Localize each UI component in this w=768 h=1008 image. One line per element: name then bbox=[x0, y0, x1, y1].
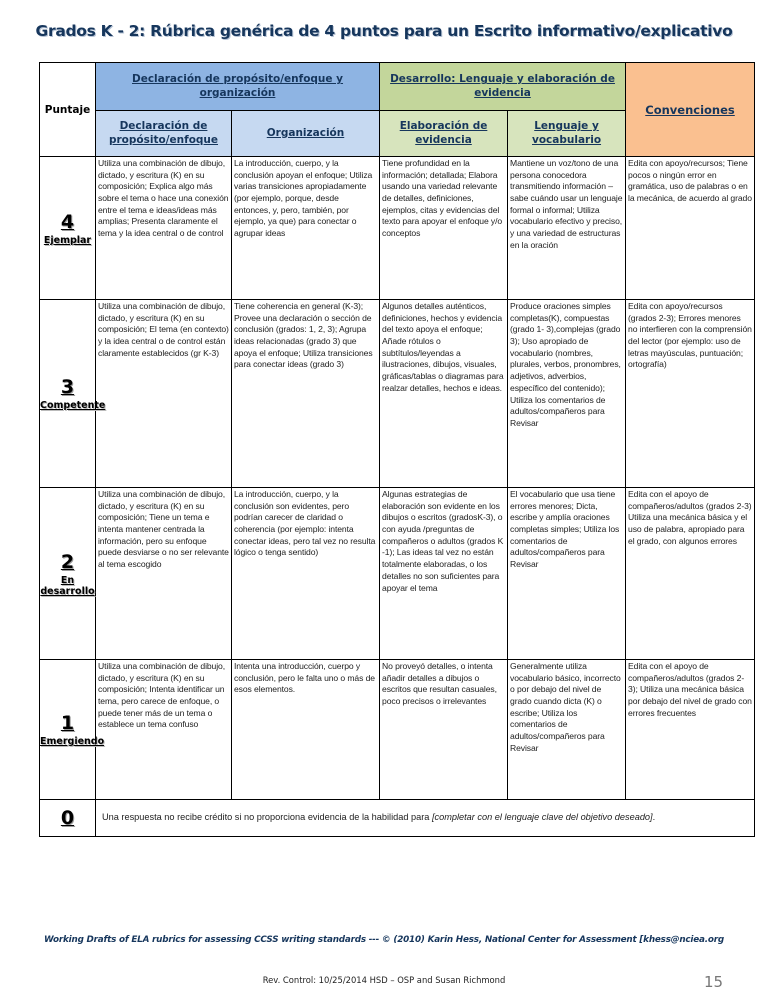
criteria-cell: No proveyó detalles, o intenta añadir detalles a dibujos o escritos que resultan casuales, poco precisos o irrelevantes bbox=[380, 660, 508, 800]
header-lenguaje: Lenguaje y vocabulario bbox=[508, 111, 626, 157]
criteria-cell: Produce oraciones simples completas(K), compuestas (grado 1- 3),complejas (grado 3); Uso apropiado de vocabulario (nombres, plurales, verbos, pronombres, adjetivos, adverbios, específico del contenido); Utiliza los comentarios de adultos/compañeros para Revisar bbox=[508, 300, 626, 488]
criteria-cell: Intenta una introducción, cuerpo y conclusión, pero le falta uno o más de esos elementos. bbox=[232, 660, 380, 800]
table-row bbox=[40, 488, 755, 660]
score-number: 2 bbox=[60, 550, 75, 573]
table-row bbox=[40, 800, 755, 837]
zero-end: . bbox=[652, 812, 656, 823]
page-number: 15 bbox=[704, 973, 724, 991]
score-label: Competente bbox=[40, 400, 106, 411]
score-cell bbox=[40, 488, 96, 660]
score-number: 1 bbox=[60, 712, 75, 734]
score-number: 4 bbox=[60, 210, 75, 233]
score-number: 0 bbox=[60, 807, 75, 829]
criteria-cell: La introducción, cuerpo, y la conclusión apoyan el enfoque; Utiliza varias transiciones apropiadamente (por ejemplo, porque, desde entonces, y, pero, también, por ejemplo, ya que) para conectar o agrupar ideas bbox=[232, 157, 380, 300]
header-group-desarrollo: Desarrollo: Lenguaje y elaboración de evidencia bbox=[380, 63, 626, 111]
score-number: 3 bbox=[60, 376, 75, 398]
footer-revision: Rev. Control: 10/25/2014 HSD – OSP and Susan Richmond bbox=[262, 975, 506, 985]
criteria-cell: La introducción, cuerpo, y la conclusión son evidentes, pero podrían carecer de claridad o coherencia (por ejemplo: intenta conectar ideas, pero tal vez no resulta lógico o tenga sentido) bbox=[232, 488, 380, 660]
score-label: Emergiendo bbox=[40, 736, 105, 747]
table-row bbox=[40, 300, 755, 488]
criteria-cell: Algunas estrategias de elaboración son evidente en los dibujos o escritos (gradosK-3), o con ayuda /preguntas de compañeros o adultos (grados K -1); Las ideas tal vez no están totalmente elaboradas, o los detalles no son suficientes para apoyar el tema bbox=[380, 488, 508, 660]
criteria-cell: Tiene coherencia en general (K-3); Provee una declaración o sección de conclusión (grados: 1, 2, 3); Agrupa ideas relacionadas (grado 3) que apoya el enfoque; Utiliza transiciones para conectar ideas (grado 3) bbox=[232, 300, 380, 488]
zero-text: Una respuesta no recibe crédito si no proporciona evidencia de la habilidad para bbox=[102, 812, 430, 823]
header-organizacion: Organización bbox=[232, 111, 380, 157]
score-cell bbox=[40, 300, 106, 488]
criteria-cell: Edita con apoyo/recursos; Tiene pocos o ningún error en gramática, uso de palabras o en la mecánica, de acuerdo al grado bbox=[626, 157, 755, 300]
header-puntaje: Puntaje bbox=[40, 63, 96, 157]
table-row bbox=[40, 157, 755, 300]
header-declaracion: Declaración de propósito/enfoque bbox=[96, 111, 232, 157]
criteria-cell: Utiliza una combinación de dibujo, dictado, y escritura (K) en su composición; El tema (en contexto) y la idea central o de control están claramente establecidos (gr K-3) bbox=[96, 300, 232, 488]
footer-credit: Working Drafts of ELA rubrics for assessing CCSS writing standards --- © (2010) Karin Hess, National Center for Assessment [khess@nciea.org bbox=[44, 935, 724, 945]
criteria-cell: Edita con el apoyo de compañeros/adultos (grados 2-3); Utiliza una mecánica básica por debajo del nivel de grado con errores frecuentes bbox=[626, 660, 755, 800]
score-label: En desarrollo bbox=[40, 574, 95, 597]
score-cell bbox=[40, 800, 96, 837]
criteria-cell: Algunos detalles auténticos, definiciones, hechos y evidencia del texto apoya el enfoque; Añade rótulos o subtítulos/leyendas a ilustraciones, dibujos, visuales, gráficas/tablas o diagramas para realzar detalles, hechos e ideas. bbox=[380, 300, 508, 488]
rubric-table bbox=[39, 62, 755, 837]
header-convenciones: Convenciones bbox=[626, 63, 755, 157]
page-title: Grados K - 2: Rúbrica genérica de 4 puntos para un Escrito informativo/explicativo bbox=[35, 22, 733, 40]
score-cell bbox=[40, 157, 96, 300]
criteria-cell: El vocabulario que usa tiene errores menores; Dicta, escribe y amplía oraciones completas simples; Utiliza los comentarios de adultos/compañeros para Revisar bbox=[508, 488, 626, 660]
criteria-cell: Utiliza una combinación de dibujo, dictado, y escritura (K) en su composición; Intenta identificar un tema, pero carece de enfoque, o puede tener más de un tema o establece un tema confuso bbox=[96, 660, 232, 800]
criteria-cell: Edita con apoyo/recursos (grados 2-3); Errores menores no interfieren con la comprensión del lector (por ejemplo: uso de letras mayúsculas, puntuación; ortografía) bbox=[626, 300, 755, 488]
criteria-cell: Tiene profundidad en la información; detallada; Elabora usando una variedad relevante de detalles, definiciones, ejemplos, citas y evidencias del texto para apoyar el enfoque y/o conceptos bbox=[380, 157, 508, 300]
criteria-cell: Utiliza una combinación de dibujo, dictado, y escritura (K) en su composición; Tiene un tema e intenta mantener centrada la información, pero su enfoque puede desviarse o no ser relevante al tema escogido bbox=[96, 488, 232, 660]
score-cell bbox=[40, 660, 105, 800]
criteria-cell: Generalmente utiliza vocabulario básico, incorrecto o por debajo del nivel de grado cuando dicta (K) o escribe; Utiliza los comentarios de adultos/compañeros para Revisar bbox=[508, 660, 626, 800]
table-row bbox=[40, 660, 755, 800]
criteria-cell: Edita con el apoyo de compañeros/adultos (grados 2-3) Utiliza una mecánica básica y el uso de palabra, apropiado para el grado, con algunos errores bbox=[626, 488, 755, 660]
zero-description bbox=[96, 800, 755, 837]
criteria-cell: Mantiene un voz/tono de una persona conocedora transmitiendo información – sabe cuándo usar un lenguaje formal o informal; Utiliza vocabulario efectivo y preciso, y una variedad de estructuras en la oración bbox=[508, 157, 626, 300]
header-elaboracion: Elaboración de evidencia bbox=[380, 111, 508, 157]
zero-placeholder: [completar con el lenguaje clave del objetivo deseado] bbox=[431, 812, 653, 823]
score-label: Ejemplar bbox=[43, 234, 92, 246]
header-group-proposito: Declaración de propósito/enfoque y organización bbox=[96, 63, 380, 111]
criteria-cell: Utiliza una combinación de dibujo, dictado, y escritura (K) en su composición; Explica algo más sobre el tema o hace una conexión entre el tema e ideas/ideas más amplias; Presenta claramente el tema y la idea central o de control bbox=[96, 157, 232, 300]
